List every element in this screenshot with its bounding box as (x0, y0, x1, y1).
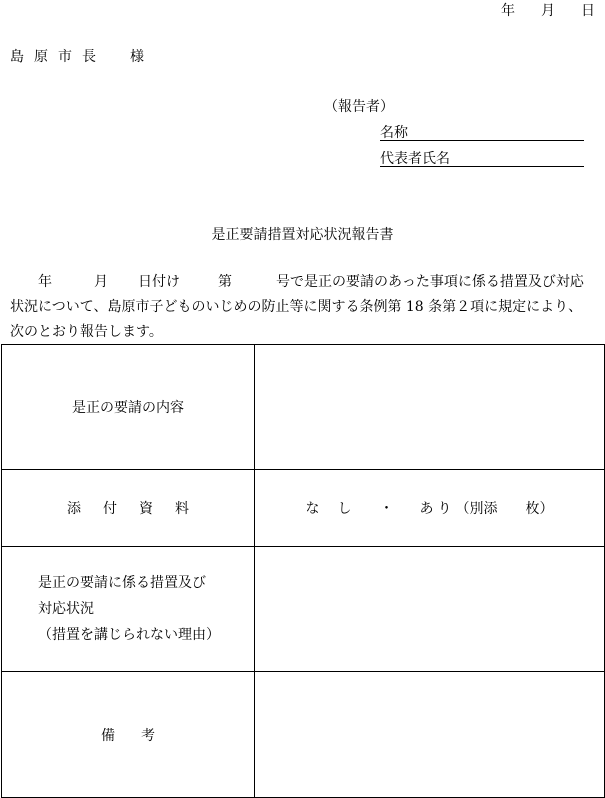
body-line-3: 次のとおり報告します。 (10, 324, 163, 340)
attachment-exists-option[interactable]: あり (419, 501, 456, 517)
measures-label-line-2: 対応状況 (38, 601, 94, 617)
reporter-name-field[interactable] (380, 122, 584, 141)
attachment-count-open: （別添 (455, 501, 498, 517)
body-dated-label: 日付け (138, 274, 180, 290)
body-paragraph (10, 270, 602, 345)
body-line-2: 状況について、島原市子どものいじめの防止等に関する条例第 18 条第２項に規定により、 (10, 299, 583, 315)
attachments-label: 添付資料 (2, 470, 255, 547)
table-row-measures (2, 547, 605, 672)
date-year-label: 年 (501, 3, 515, 19)
addressee: 島原市長 様 (10, 49, 154, 65)
body-year-label: 年 (38, 274, 52, 290)
attachment-none-option[interactable]: なし (305, 501, 370, 517)
date-line (501, 0, 595, 20)
date-day-label: 日 (581, 3, 595, 19)
measures-value[interactable] (255, 547, 605, 672)
reporter-label: （報告者） (324, 99, 394, 115)
measures-label-line-1: 是正の要請に係る措置及び (38, 575, 206, 591)
measures-label (2, 547, 255, 672)
remarks-value[interactable] (255, 672, 605, 798)
request-content-label: 是正の要請の内容 (2, 345, 255, 470)
body-line-1 (10, 270, 602, 295)
document-title: 是正要請措置対応状況報告書 (211, 227, 394, 243)
table-row-attachments (2, 470, 605, 547)
report-table (1, 344, 605, 798)
body-month-label: 月 (94, 274, 108, 290)
reporter-representative-label: 代表者氏名 (380, 151, 450, 167)
attachment-separator: ・ (379, 501, 394, 517)
remarks-label: 備考 (2, 672, 255, 798)
reporter-representative-field[interactable] (380, 148, 584, 167)
attachment-count-close: 枚） (525, 501, 554, 517)
table-row-request-content (2, 345, 605, 470)
reporter-name-label: 名称 (380, 125, 408, 141)
body-line1-rest: 号で是正の要請のあった事項に係る措置及び対応 (276, 274, 584, 290)
date-month-label: 月 (541, 3, 555, 19)
body-number-prefix: 第 (218, 274, 232, 290)
attachments-value[interactable] (255, 470, 605, 547)
table-row-remarks (2, 672, 605, 798)
request-content-value[interactable] (255, 345, 605, 470)
measures-label-line-3: （措置を講じられない理由） (38, 627, 220, 643)
